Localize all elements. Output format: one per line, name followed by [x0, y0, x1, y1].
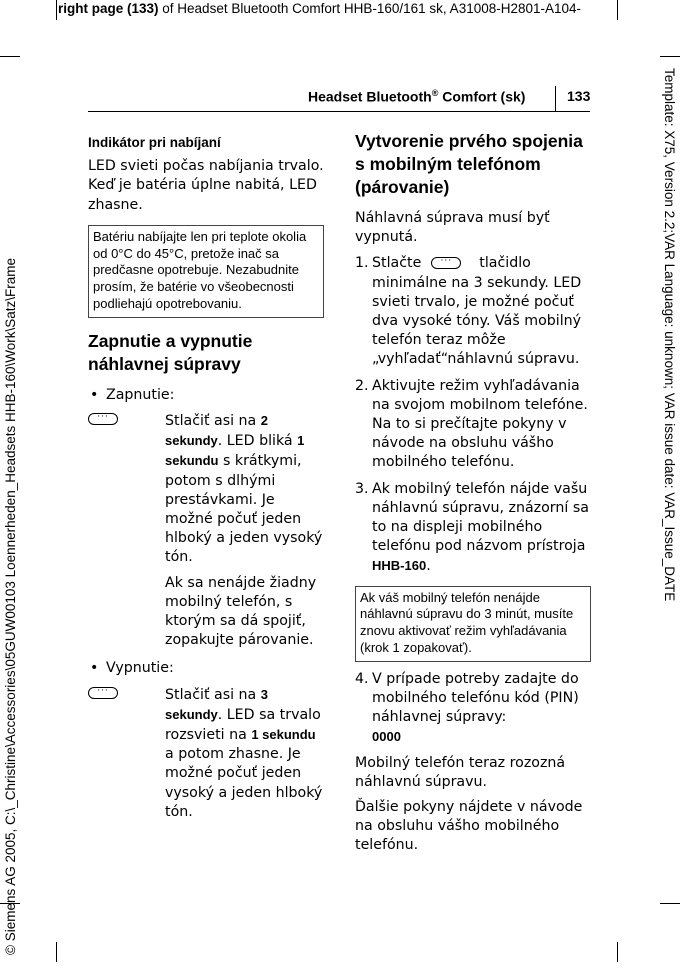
- header-title-suffix: Comfort (sk): [438, 88, 526, 105]
- step-3-text-post: .: [426, 558, 431, 575]
- right-frame-tick-top: [660, 56, 680, 57]
- device-name: HHB-160: [372, 558, 427, 574]
- side-copyright-text: © Siemens AG 2005, C:\_Christine\Accessories\05GUW00103 Loennerheden_Headsets HHB-160\Work\Satz\Frame: [3, 257, 18, 955]
- on-off-heading: Zapnutie a vypnutie náhlavnej súpravy: [88, 330, 253, 374]
- pairing-intro: Náhlavná súprava musí byť vypnutá.: [355, 210, 550, 246]
- function-key-icon: ···: [88, 413, 118, 425]
- function-key-icon: ···: [431, 257, 461, 269]
- header-rule: [88, 111, 590, 112]
- top-rule-left: [56, 0, 57, 20]
- header-title-main: Headset Bluetooth: [308, 88, 432, 105]
- print-meta-text: of Headset Bluetooth Comfort HHB-160/161 sk, A31008-H2801-A104-: [158, 1, 582, 16]
- switch-off-text-2: . LED sa trvalo rozsvieti na: [165, 706, 321, 744]
- left-column: [88, 133, 326, 822]
- step-4-text: V prípade potreby zadajte do mobilného telefónu kód (PIN) náhlavnej súpravy:: [372, 670, 579, 726]
- switch-on-duration: 2 sekundy: [165, 413, 268, 449]
- switch-off-description: [165, 685, 326, 822]
- switch-off-row: [88, 685, 326, 822]
- pairing-step-4: [355, 670, 592, 747]
- pairing-note-text: Ak váš mobilný telefón nenájde náhlavnú súpravu do 3 minút, musíte znovu aktivovať režim vyhľadávania (krok 1 zopakovať).: [360, 589, 574, 656]
- pairing-after-text-2: Ďalšie pokyny nájdete v návode na obsluhu vášho mobilného telefónu.: [355, 799, 583, 854]
- bottom-rule-right: [617, 942, 618, 962]
- pairing-step-1: [355, 254, 592, 369]
- step-1-text: [372, 254, 592, 369]
- print-meta-label: right page (133): [58, 1, 159, 16]
- page-number: 133: [567, 88, 591, 104]
- switch-on-text-2: . LED bliká: [217, 433, 293, 450]
- charging-indicator-text: LED svieti počas nabíjania trvalo. Keď je batéria úplne nabitá, LED zhasne.: [88, 158, 324, 213]
- switch-off-bullet: • Vypnutie:: [88, 659, 326, 678]
- top-rule-right: [617, 0, 618, 20]
- step-number: 1.: [355, 255, 369, 272]
- side-template-text: Template: X75, Version 2.2;VAR Language: unknown; VAR issue date: VAR_Issue_DATE: [662, 68, 677, 602]
- charging-note-box: [88, 225, 324, 318]
- charging-indicator-heading: Indikátor pri nabíjaní: [88, 135, 221, 150]
- charging-note-text: Batériu nabíjajte len pri teplote okolia od 0°C do 45°C, pretože inač sa predčasne opotrebuje. Nezabudnite prosím, že batérie vo všeobecnosti podliehajú opotrebovaniu.: [93, 228, 307, 311]
- step-3-text-pre: Ak mobilný telefón nájde vašu náhlavnú súpravu, znázorní sa to na displeji mobilného telefónu pod názvom prístroja: [372, 480, 589, 555]
- pairing-step-3: [355, 480, 592, 577]
- switch-off-duration: 3 sekundy: [165, 686, 268, 722]
- switch-off-text-1: Stlačiť asi na: [165, 686, 257, 703]
- switch-on-row: [88, 411, 326, 650]
- step-number: 4.: [355, 670, 369, 687]
- step-1-text-pre: Stlačte: [372, 255, 422, 272]
- header-title-reg: ®: [431, 88, 439, 98]
- step-3-text: [372, 480, 592, 577]
- switch-on-bullet: • Zapnutie:: [88, 386, 326, 405]
- switch-on-extra: Ak sa nenájde žiadny mobilný telefón, s ktorým sa dá spojiť, zopakujte párovanie.: [165, 574, 317, 649]
- step-1-text-post: tlačidlo minimálne na 3 sekundy. LED svieti trvalo, je možné počuť dva vysoké tóny. Váš mobilný telefón teraz môže „vyhľadať“náhlavnú súpravu.: [372, 255, 582, 368]
- pairing-note-box: [355, 586, 591, 662]
- page-header-title: [308, 88, 525, 105]
- step-number: 3.: [355, 480, 369, 497]
- pin-code: 0000: [372, 729, 401, 745]
- switch-on-text-3: s krátkymi, potom s dlhými prestávkami. Je možné počuť jeden hlboký a jeden vysoký tón.: [165, 453, 323, 566]
- step-2-text: Aktivujte režim vyhľadávania na svojom mobilnom telefóne. Na to si prečítajte pokyny v návode na obsluhu vášho mobilného telefónu.: [372, 377, 588, 471]
- pairing-after-text-1: Mobilný telefón teraz rozozná náhlavnú súpravu.: [355, 754, 566, 790]
- print-meta-line: [58, 0, 678, 18]
- step-number: 2.: [355, 377, 369, 394]
- switch-off-light-duration: 1 sekundu: [251, 727, 316, 743]
- pairing-step-2: [355, 377, 592, 473]
- switch-on-blink-duration: 1 sekundu: [165, 433, 305, 469]
- header-number-divider: [555, 86, 556, 111]
- right-column: [355, 130, 592, 856]
- switch-on-text-1: Stlačiť asi na: [165, 413, 257, 429]
- pairing-heading: Vytvorenie prvého spojenia s mobilným telefónom (párovanie): [355, 131, 583, 197]
- bottom-rule-left: [56, 942, 57, 962]
- function-key-icon: ···: [88, 687, 118, 699]
- switch-off-text-3: a potom zhasne. Je možné počuť jeden vysoký a jeden hlboký tón.: [165, 746, 323, 820]
- switch-on-description: [165, 411, 326, 568]
